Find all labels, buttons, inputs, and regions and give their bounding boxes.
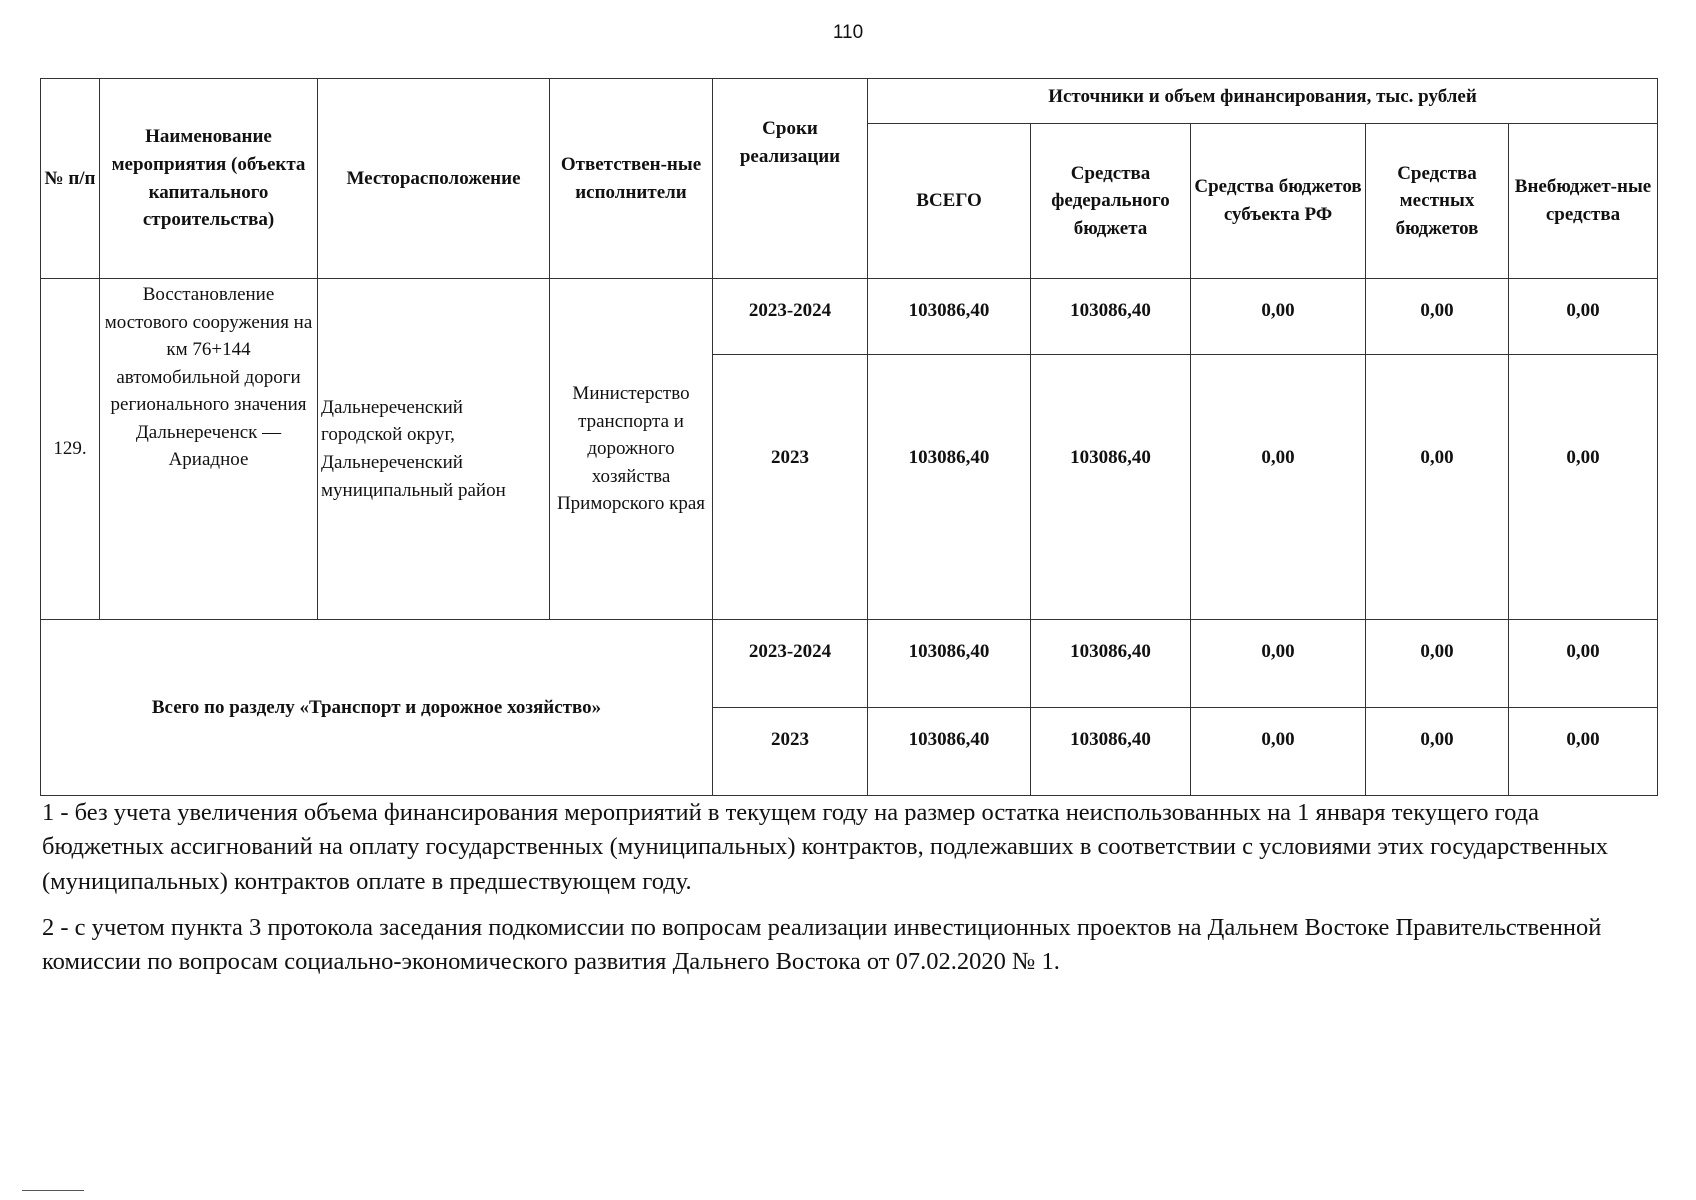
term-cell: 2023 — [713, 708, 868, 796]
footnote-1: 1 - без учета увеличения объема финансирования мероприятий в текущем году на размер остатка неиспользованных на 1 января текущего года бюджетных ассигнований на оплату государственных (муниципальных) контрактов, подлежавших в соответствии с условиями этих государственных (муниципальных) контрактов оплате в предшествующем году. — [42, 799, 1609, 895]
term-cell: 2023 — [713, 355, 868, 620]
item-num: 129. — [41, 279, 100, 620]
local-cell: 0,00 — [1366, 279, 1509, 355]
local-cell: 0,00 — [1366, 355, 1509, 620]
footnotes — [42, 796, 1662, 991]
item-executors: Министерство транспорта и дорожного хозяйства Приморского края — [550, 279, 713, 620]
term-cell: 2023-2024 — [713, 279, 868, 355]
header-name: Наименование мероприятия (объекта капитального строительства) — [100, 79, 318, 279]
header-total: ВСЕГО — [868, 124, 1031, 279]
total-cell: 103086,40 — [868, 708, 1031, 796]
total-cell: 103086,40 — [868, 355, 1031, 620]
page-number: 110 — [832, 22, 864, 43]
local-cell: 0,00 — [1366, 620, 1509, 708]
total-cell: 103086,40 — [868, 620, 1031, 708]
table-row — [41, 279, 1658, 355]
funding-table — [40, 78, 1658, 796]
footnote-2: 2 - с учетом пункта 3 протокола заседания подкомиссии по вопросам реализации инвестиционных проектов на Дальнем Востоке Правительственной комиссии по вопросам социально-экономического развития Дальнего Востока от 07.02.2020 № 1. — [42, 913, 1602, 976]
regional-cell: 0,00 — [1191, 708, 1366, 796]
extrabudget-cell: 0,00 — [1509, 708, 1658, 796]
extrabudget-cell: 0,00 — [1509, 355, 1658, 620]
federal-cell: 103086,40 — [1031, 708, 1191, 796]
footnote-separator — [22, 1190, 84, 1191]
header-local: Средства местных бюджетов — [1366, 124, 1509, 279]
regional-cell: 0,00 — [1191, 620, 1366, 708]
term-cell: 2023-2024 — [713, 620, 868, 708]
regional-cell: 0,00 — [1191, 355, 1366, 620]
local-cell: 0,00 — [1366, 708, 1509, 796]
extrabudget-cell: 0,00 — [1509, 279, 1658, 355]
header-federal: Средства федерального бюджета — [1031, 124, 1191, 279]
header-executors: Ответствен-ные исполнители — [550, 79, 713, 279]
header-terms: Сроки реализации — [713, 79, 868, 279]
item-location: Дальнереченский городской округ, Дальнереченский муниципальный район — [318, 279, 550, 620]
extrabudget-cell: 0,00 — [1509, 620, 1658, 708]
header-location: Месторасположение — [318, 79, 550, 279]
header-row — [41, 79, 1658, 124]
item-name: Восстановление мостового сооружения на км 76+144 автомобильной дороги регионального значения Дальнереченск — Ариадное — [100, 279, 318, 620]
federal-cell: 103086,40 — [1031, 279, 1191, 355]
total-cell: 103086,40 — [868, 279, 1031, 355]
section-total-label: Всего по разделу «Транспорт и дорожное хозяйство» — [41, 620, 713, 796]
regional-cell: 0,00 — [1191, 279, 1366, 355]
header-extrabudget: Внебюджет-ные средства — [1509, 124, 1658, 279]
federal-cell: 103086,40 — [1031, 620, 1191, 708]
header-funding-group: Источники и объем финансирования, тыс. рублей — [868, 79, 1658, 124]
federal-cell: 103086,40 — [1031, 355, 1191, 620]
header-num: № п/п — [41, 79, 100, 279]
header-regional: Средства бюджетов субъекта РФ — [1191, 124, 1366, 279]
section-total-row — [41, 620, 1658, 708]
